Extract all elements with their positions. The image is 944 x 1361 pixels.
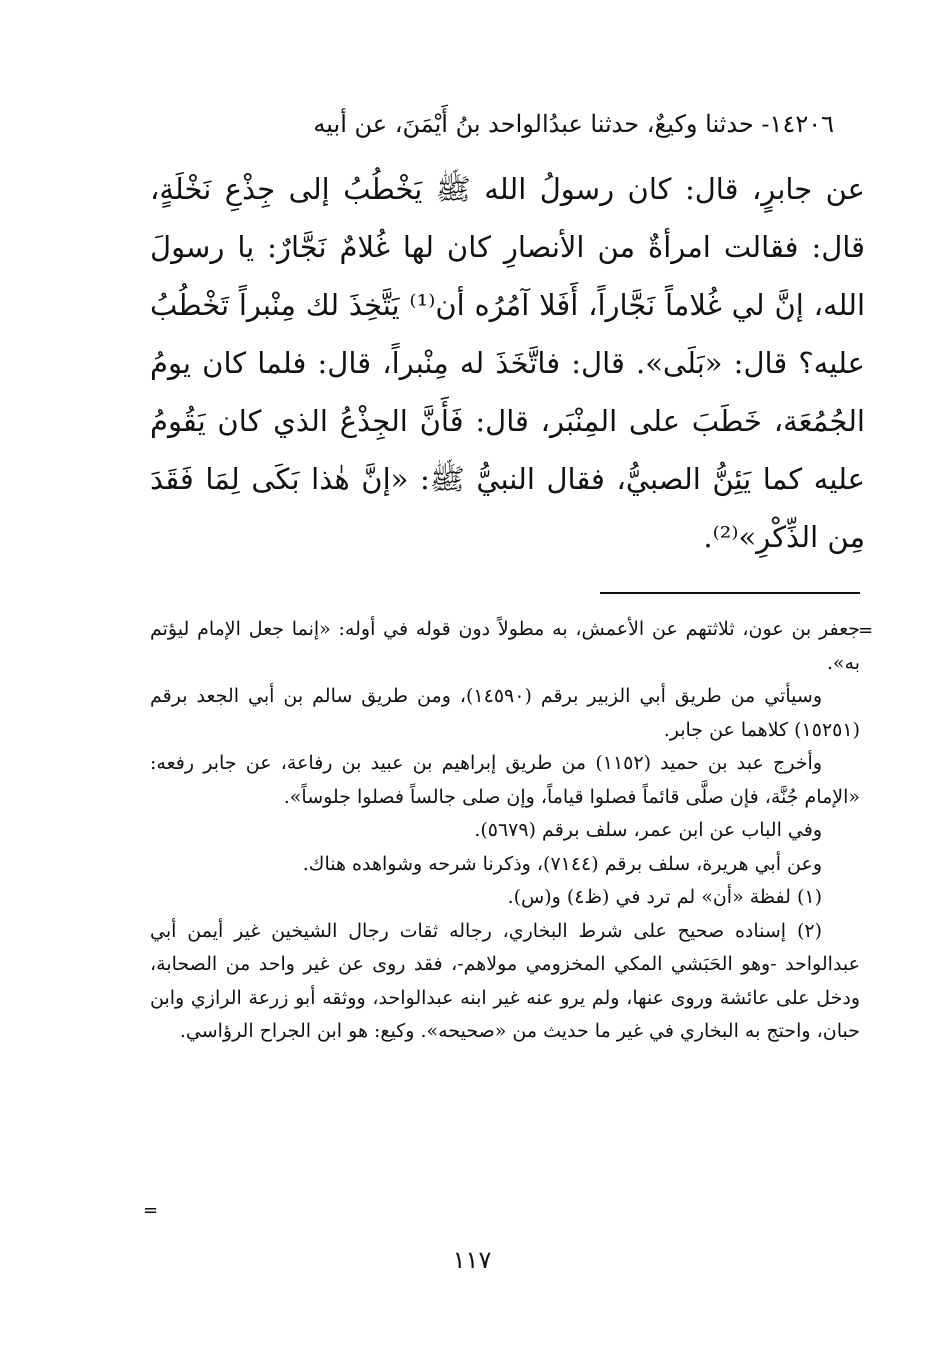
hadith-text-block bbox=[150, 160, 865, 566]
footnote-paragraph: وفي الباب عن ابن عمر، سلف برقم (٥٦٧٩). bbox=[474, 819, 822, 841]
footnote-separator bbox=[600, 592, 860, 594]
footnote-continuation-mark: = bbox=[858, 620, 874, 641]
hadith-text: عن جابرٍ، قال: كان رسولُ الله ﷺ يَخْطُبُ إلى جِذْعِ نَخْلَةٍ، قال: فقالت امرأةٌ من الأنصارِ كان لها غُلامٌ نَجَّارٌ: يا رسولَ الله، إنَّ لي غُلاماً نَجَّاراً، أَفَلا آمُرُه أن⁽¹⁾ يَتَّخِذَ لك مِنْبراً تَخْطُبُ عليه؟ قال: «بَلَى». قال: فاتَّخَذَ له مِنْبراً، قال: فلما كان يومُ الجُمُعَة، خَطَبَ على المِنْبَر، قال: فَأَنَّ الجِذْعُ الذي كان يَقُومُ عليه كما يَئِنُّ الصبيُّ، فقال النبيُّ ﷺ: «إنَّ هٰذا بَكَى لِمَا فَقَدَ مِن الذِّكْرِ»⁽²⁾. bbox=[150, 172, 866, 554]
footnote-end-mark: = bbox=[143, 1200, 159, 1221]
footnote-2: (٢) إسناده صحيح على شرط البخاري، رجاله ثقات رجال الشيخين غير أيمن أبي عبدالواحد -وهو الحَبَشي المكي المخزومي مولاهم-، فقد روى عن غير واحد من الصحابة، ودخل على عائشة وروى عنها، ولم يرو عنه غير ابنه عبدالواحد، ووثقه أبو زرعة الرازي وابن حبان، واحتج به البخاري في غير ما حديث من «صحيحه». وكيع: هو ابن الجراح الرؤاسي. bbox=[150, 919, 860, 1042]
footnote-paragraph: جعفر بن عون، ثلاثتهم عن الأعمش، به مطولاً دون قوله في أوله: «إنما جعل الإمام ليؤتم به». bbox=[150, 618, 860, 674]
footnote-1: (١) لفظة «أن» لم ترد في (ظ٤) و(س). bbox=[507, 886, 822, 908]
footnote-paragraph: وسيأتي من طريق أبي الزبير برقم (١٤٥٩٠)، ومن طريق سالم بن أبي الجعد برقم (١٥٢٥١) كلاهما عن جابر. bbox=[150, 685, 860, 741]
footnotes bbox=[150, 613, 860, 1049]
hadith-heading: ١٤٢٠٦- حدثنا وكيعٌ، حدثنا عبدُالواحد بنُ أَيْمَنَ، عن أبيه bbox=[313, 110, 834, 138]
page-number: ١١٧ bbox=[452, 1246, 492, 1274]
footnote-paragraph: وأخرج عبد بن حميد (١١٥٢) من طريق إبراهيم بن عبيد بن رفاعة، عن جابر رفعه: «الإمام جُنَّة، فإن صلَّى قائماً فصلوا قياماً، وإن صلى جالساً فصلوا جلوساً». bbox=[150, 752, 860, 808]
footnote-paragraph: وعن أبي هريرة، سلف برقم (٧١٤٤)، وذكرنا شرحه وشواهده هناك. bbox=[302, 852, 822, 875]
